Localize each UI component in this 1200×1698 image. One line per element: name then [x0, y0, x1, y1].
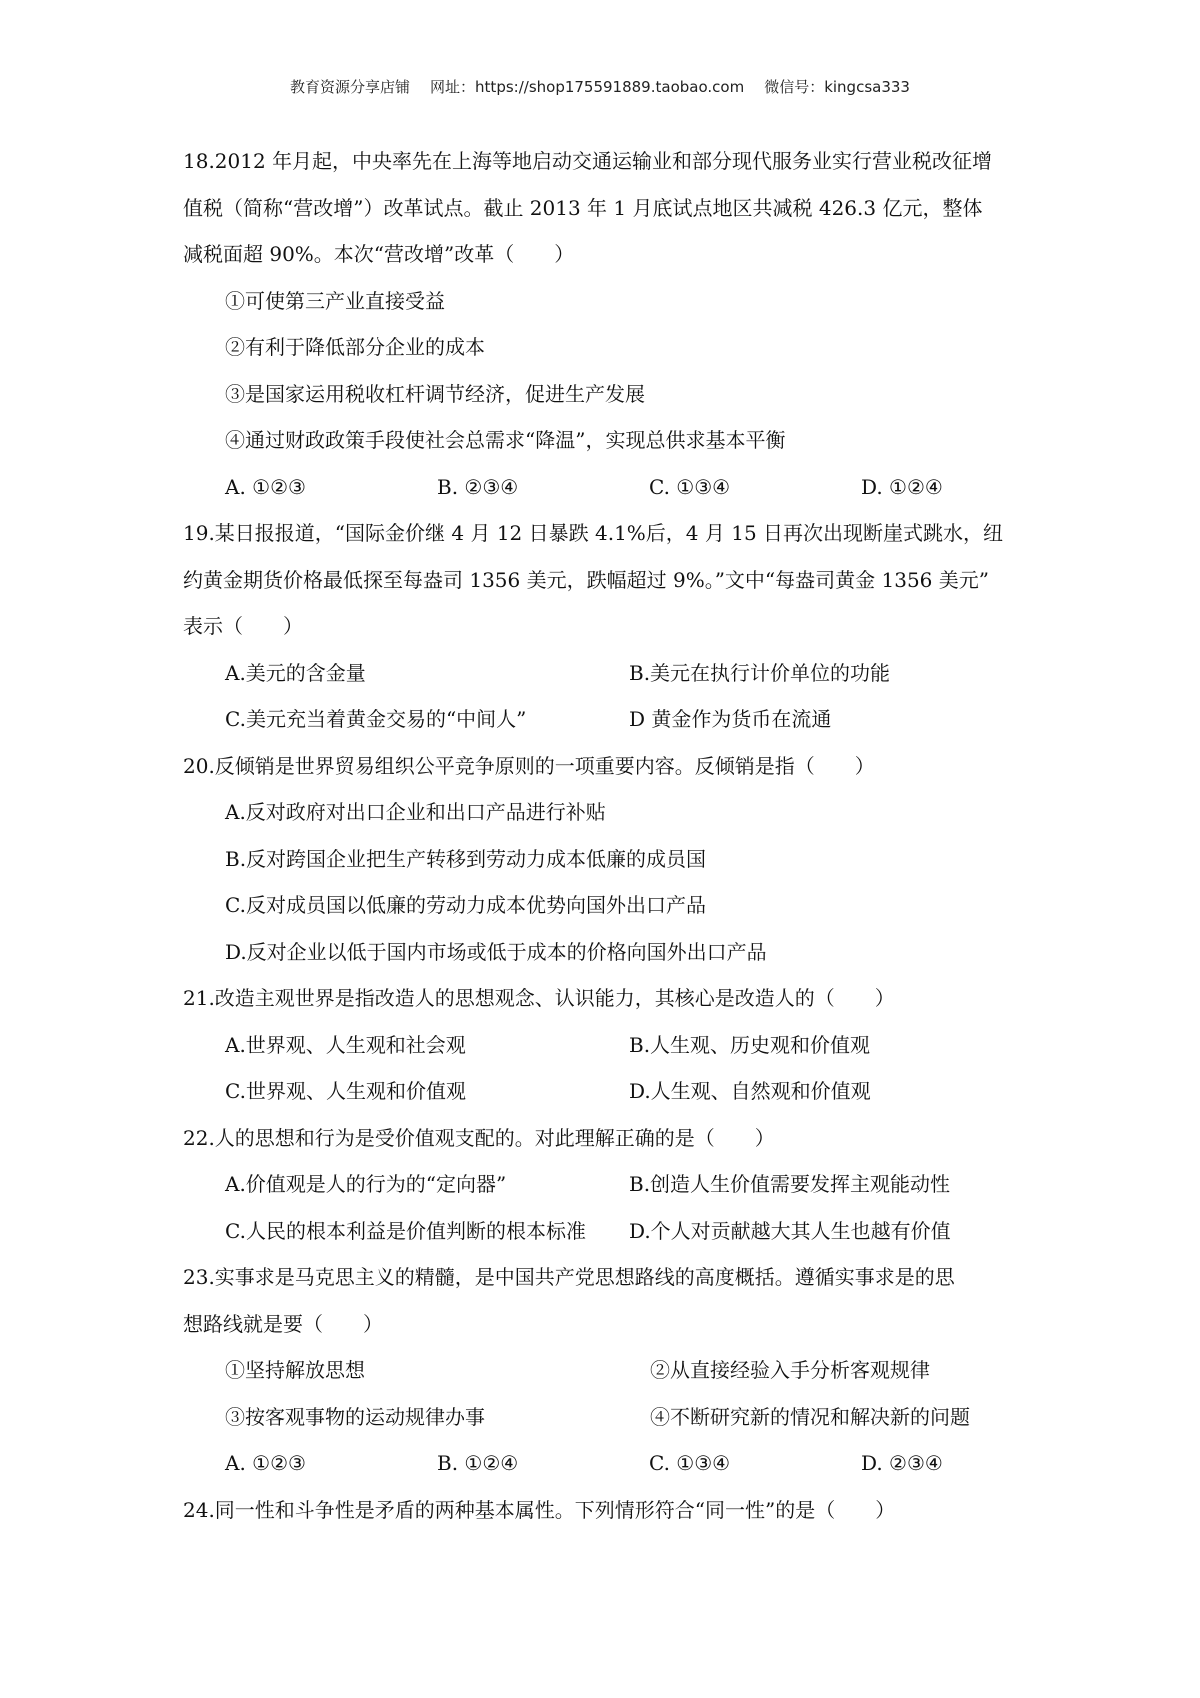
- option-b: B.创造人生价值需要发挥主观能动性: [629, 1172, 951, 1196]
- option-a: A. ①②③: [225, 474, 306, 499]
- answer-options: [183, 1161, 1028, 1208]
- option-c: C.反对成员国以低廉的劳动力成本优势向国外出口产品: [225, 893, 706, 917]
- statement-item: ④不断研究新的情况和解决新的问题: [650, 1404, 970, 1429]
- question-stem-line: 24.同一性和斗争性是矛盾的两种基本属性。下列情形符合“同一性”的是（ ）: [183, 1497, 896, 1522]
- question-19: [183, 510, 1028, 743]
- option-c: C.美元充当着黄金交易的“中间人”: [225, 707, 527, 731]
- statement-item: ②有利于降低部分企业的成本: [225, 335, 485, 359]
- option-a: A.美元的含金量: [225, 660, 366, 685]
- option-d: D.个人对贡献越大其人生也越有价值: [629, 1218, 951, 1243]
- option-d: D.人生观、自然观和价值观: [629, 1079, 871, 1103]
- option-d: D. ①②④: [861, 474, 943, 499]
- question-18: [183, 138, 1028, 510]
- answer-options: [183, 1208, 1028, 1255]
- question-24: [183, 1487, 1028, 1534]
- option-d: D.反对企业以低于国内市场或低于成本的价格向国外出口产品: [225, 939, 767, 964]
- statement-item: ③是国家运用税收杠杆调节经济，促进生产发展: [225, 381, 645, 406]
- option-a: A.世界观、人生观和社会观: [225, 1032, 466, 1057]
- option-b: B. ①②④: [437, 1451, 519, 1475]
- option-b: B. ②③④: [437, 474, 519, 499]
- statement-item: ③按客观事物的运动规律办事: [225, 1404, 485, 1429]
- shop-url: 网址：https://shop175591889.taobao.com: [430, 78, 745, 96]
- question-21: [183, 975, 1028, 1115]
- question-stem-line: 18.2012 年月起，中央率先在上海等地启动交通运输业和部分现代服务业实行营业税改征增: [183, 149, 993, 173]
- answer-options: [183, 464, 1028, 511]
- statement-item: ④通过财政政策手段使社会总需求“降温”，实现总供求基本平衡: [225, 428, 786, 452]
- statement-row: [183, 1394, 1028, 1441]
- question-stem-line: 表示（ ）: [183, 614, 303, 638]
- statement-row: [183, 1347, 1028, 1394]
- question-stem-line: 21.改造主观世界是指改造人的思想观念、认识能力，其核心是改造人的（ ）: [183, 986, 895, 1010]
- question-stem-line: 约黄金期货价格最低探至每盎司 1356 美元，跌幅超过 9%。”文中“每盎司黄金 1356 美元”: [183, 567, 989, 592]
- wechat-id: 微信号：kingcsa333: [764, 78, 910, 96]
- question-stem-line: 值税（简称“营改增”）改革试点。截止 2013 年 1 月底试点地区共减税 426.3 亿元，整体: [183, 195, 983, 220]
- statement-item: ②从直接经验入手分析客观规律: [650, 1358, 930, 1382]
- option-b: B.人生观、历史观和价值观: [629, 1032, 871, 1057]
- question-23: [183, 1254, 1028, 1487]
- question-stem-line: 19.某日报报道，“国际金价继 4 月 12 日暴跌 4.1%后，4 月 15 日再次出现断崖式跳水，纽: [183, 521, 1004, 545]
- question-22: [183, 1115, 1028, 1255]
- option-c: C. ①③④: [649, 1451, 731, 1475]
- option-d: D 黄金作为货币在流通: [629, 707, 832, 731]
- answer-options: [183, 650, 1028, 697]
- question-stem-line: 减税面超 90%。本次“营改增”改革（ ）: [183, 242, 575, 266]
- option-b: B.反对跨国企业把生产转移到劳动力成本低廉的成员国: [225, 846, 707, 871]
- answer-options: [183, 696, 1028, 743]
- question-stem-line: 22.人的思想和行为是受价值观支配的。对此理解正确的是（ ）: [183, 1125, 775, 1150]
- question-20: [183, 743, 1028, 976]
- question-list: [183, 138, 1028, 1533]
- option-d: D. ②③④: [861, 1451, 943, 1475]
- answer-options: [183, 1440, 1028, 1487]
- option-c: C. ①③④: [649, 474, 731, 499]
- option-c: C.世界观、人生观和价值观: [225, 1079, 466, 1103]
- option-a: A.价值观是人的行为的“定向器”: [225, 1172, 507, 1196]
- option-b: B.美元在执行计价单位的功能: [629, 660, 891, 685]
- statement-item: ①坚持解放思想: [225, 1358, 365, 1382]
- answer-options: [183, 1068, 1028, 1115]
- question-stem-line: 23.实事求是马克思主义的精髓，是中国共产党思想路线的高度概括。遵循实事求是的思: [183, 1265, 955, 1289]
- shop-name: 教育资源分享店铺: [290, 78, 411, 96]
- option-a: A.反对政府对出口企业和出口产品进行补贴: [225, 800, 606, 824]
- option-c: C.人民的根本利益是价值判断的根本标准: [225, 1218, 586, 1243]
- answer-options: [183, 1022, 1028, 1069]
- question-stem-line: 20.反倾销是世界贸易组织公平竞争原则的一项重要内容。反倾销是指（ ）: [183, 753, 875, 778]
- question-stem-line: 想路线就是要（ ）: [183, 1311, 383, 1336]
- option-a: A. ①②③: [225, 1451, 306, 1475]
- page-header: [0, 76, 1200, 97]
- statement-item: ①可使第三产业直接受益: [225, 288, 445, 313]
